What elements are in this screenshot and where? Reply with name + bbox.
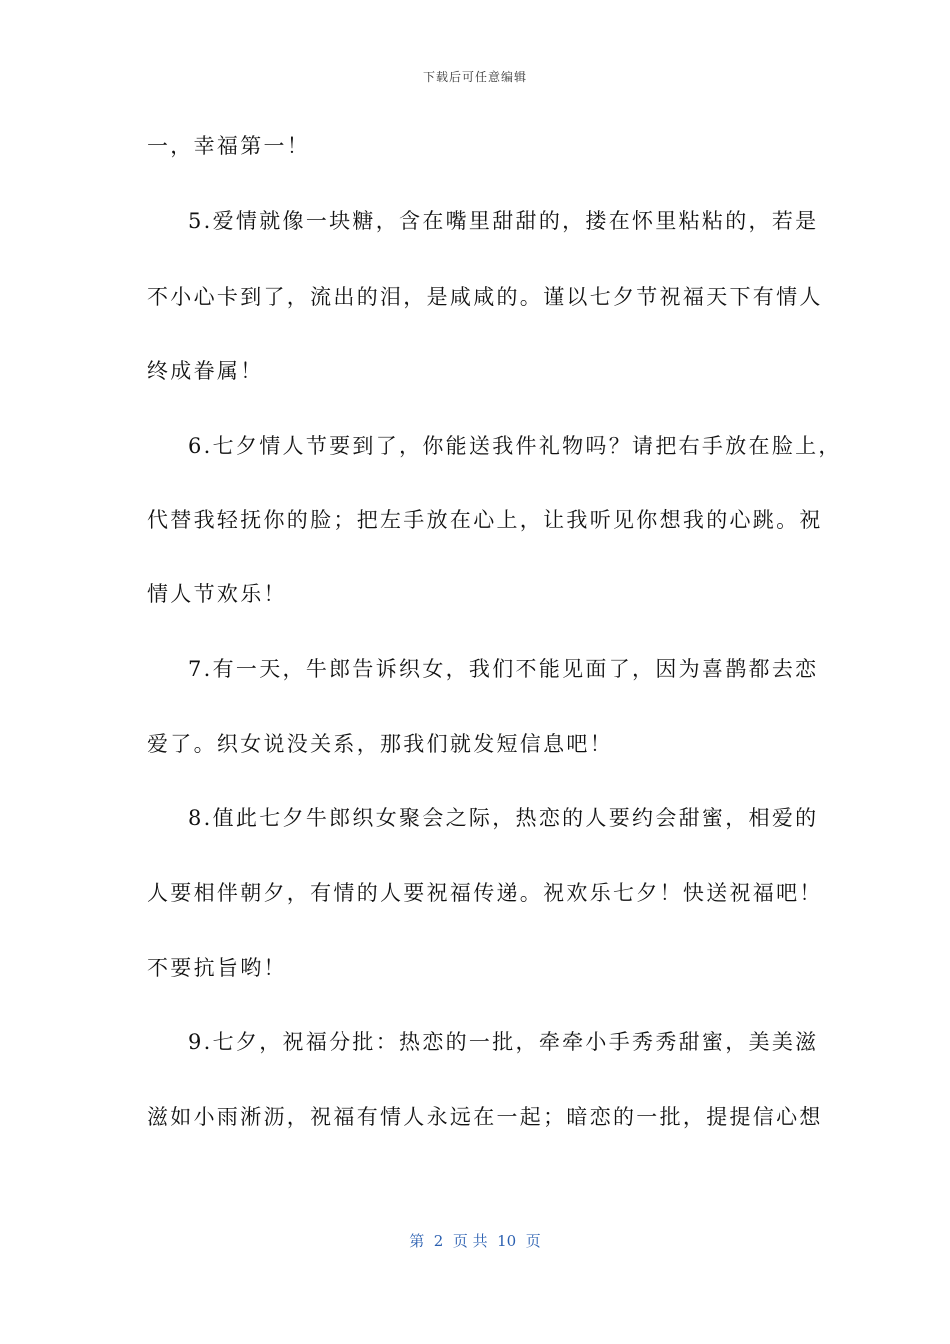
text-line: 代替我轻抚你的脸；把左手放在心上，让我听见你想我的心跳。祝 — [147, 508, 823, 532]
text-line: 8.值此七夕牛郎织女聚会之际，热恋的人要约会甜蜜，相爱的 — [188, 806, 819, 830]
text-line: 7.有一天，牛郎告诉织女，我们不能见面了，因为喜鹊都去恋 — [188, 657, 819, 681]
page-number-footer: 第 2 页 共 10 页 — [409, 1232, 541, 1250]
text-line: 5.爱情就像一块糖，含在嘴里甜甜的，搂在怀里粘粘的，若是 — [188, 209, 819, 233]
text-line: 不小心卡到了，流出的泪，是咸咸的。谨以七夕节祝福天下有情人 — [147, 285, 823, 309]
text-line: 人要相伴朝夕，有情的人要祝福传递。祝欢乐七夕！快送祝福吧！ — [147, 881, 823, 905]
text-line: 终成眷属！ — [147, 359, 264, 383]
text-line: 情人节欢乐！ — [147, 582, 287, 606]
text-line: 9.七夕，祝福分批：热恋的一批，牵牵小手秀秀甜蜜，美美滋 — [188, 1030, 819, 1054]
text-line: 爱了。织女说没关系，那我们就发短信息吧！ — [147, 732, 613, 756]
text-line: 不要抗旨哟！ — [147, 956, 287, 980]
text-line: 一，幸福第一！ — [147, 134, 311, 158]
text-line: 6.七夕情人节要到了，你能送我件礼物吗？请把右手放在脸上， — [188, 434, 842, 458]
header-note: 下载后可任意编辑 — [422, 70, 527, 84]
text-line: 滋如小雨淅沥，祝福有情人永远在一起；暗恋的一批，提提信心想 — [147, 1105, 823, 1129]
